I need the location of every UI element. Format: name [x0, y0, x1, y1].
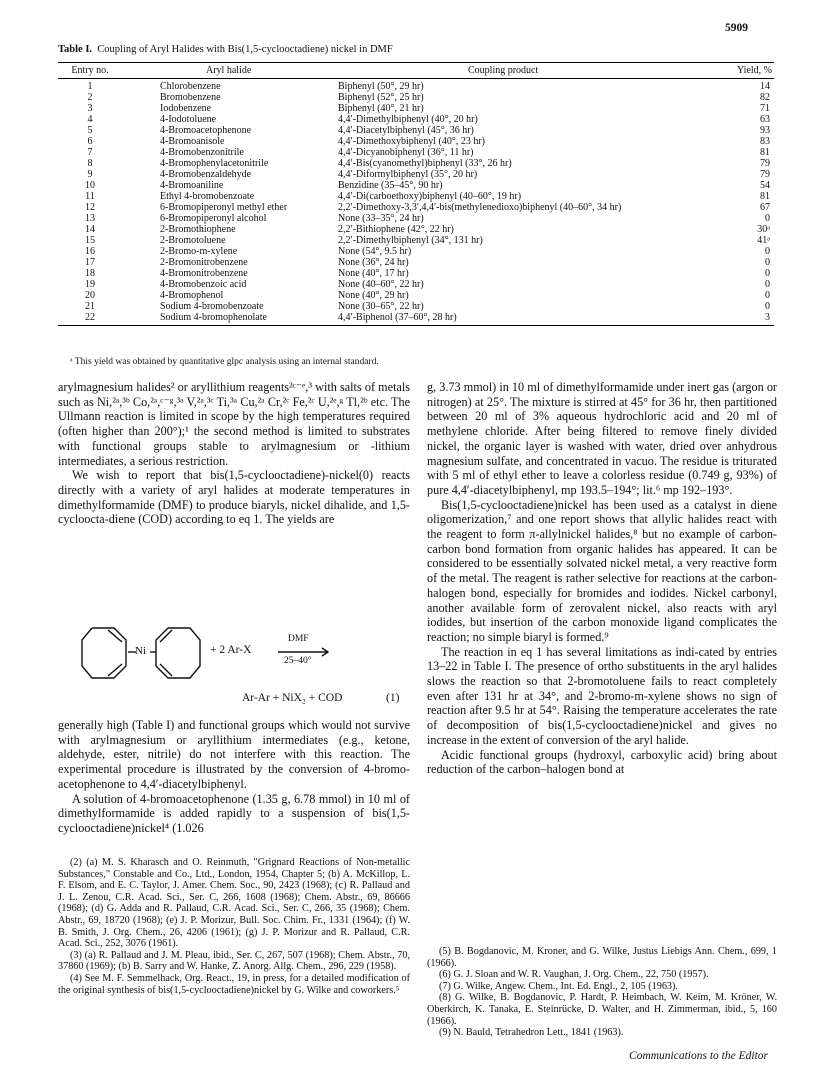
yield-value: 0	[765, 246, 770, 257]
table-row	[58, 257, 774, 268]
table-row	[58, 114, 774, 125]
table-row	[58, 224, 774, 235]
entry-number: 17	[85, 257, 95, 268]
yield-value: 0	[765, 268, 770, 279]
table-row	[58, 202, 774, 213]
table-row	[58, 169, 774, 180]
coupling-product: 4,4′-Di(carboethoxy)biphenyl (40–60°, 19 hr)	[338, 191, 522, 202]
coupling-product: Biphenyl (40°, 21 hr)	[338, 103, 424, 114]
coupling-product: 4,4′-Biphenol (37–60°, 28 hr)	[338, 312, 710, 326]
aryl-halide: 6-Bromopiperonyl alcohol	[160, 213, 267, 224]
reference-7: (7) G. Wilke, Angew. Chem., Int. Ed. Engl., 2, 105 (1963).	[439, 980, 678, 992]
yield-value: 0	[765, 301, 770, 312]
aryl-halide: 4-Bromophenol	[160, 290, 224, 301]
entry-number: 8	[87, 158, 93, 169]
coupling-product: 4,4′-Dimethoxybiphenyl (40°, 23 hr)	[338, 136, 485, 147]
table-row	[58, 191, 774, 202]
table-row	[58, 213, 774, 224]
aryl-halide: 2-Bromothiophene	[160, 224, 236, 235]
aryl-halide: Ethyl 4-bromobenzoate	[160, 191, 255, 202]
coupling-product: 2,2′-Bithiophene (42°, 22 hr)	[338, 224, 454, 235]
table-row	[58, 290, 774, 301]
aryl-halide: 2-Bromonitrobenzene	[160, 257, 248, 268]
yield-value: 81	[760, 147, 770, 158]
reference-2: (2) (a) M. S. Kharasch and O. Reinmuth, "Grignard Reactions of Non-metallic Substances," Constable and Co., Ltd., London, 1954, Chapter 5; (b) A. McKillop, L. F. Elsom, and E. C. Taylor, J. Amer. Chem. Soc., 90, 2423 (1968); (c) R. Pallaud and J. L. Zenou, C.R. Acad. Sci., Ser. C, 266, 1608 (1968); Chem. Abstr., 69, 86666 (1968); (d) G. Adda and R. Pallaud, C.R. Acad. Sci., Ser. C, 266, 35 (1968); Chem. Abstr., 69, 18720 (1968); (e) J. P. Morizur, Bull. Soc. Chim. Fr., 1331 (1964); (f) W. B. Smith, J. Org. Chem., 26, 4206 (1961); (g) J. P. Morizur and R. Pallaud, C.R. Acad. Sci., 252, 3076 (1961).	[58, 857, 410, 950]
coupling-product: Biphenyl (52°, 25 hr)	[338, 92, 424, 103]
aryl-halide: 2-Bromotoluene	[160, 235, 226, 246]
right-paragraph-4: Acidic functional groups (hydroxyl, carboxylic acid) bring about reduction of the carbon–halogen bond at	[427, 747, 777, 777]
yield-value: 79	[760, 158, 770, 169]
entry-number: 15	[85, 235, 95, 246]
entry-number: 7	[87, 147, 93, 158]
right-paragraph-1: g, 3.73 mmol) in 10 ml of dimethylformamide under inert gas (argon or nitrogen) at 25°. The mixture is stirred at 45° for 36 hr, then partitioned between 20 ml of 3% aqueous hydrochloric acid and 20 ml of methylene chloride. After being filtered to remove finely divided nickel, the organic layer is washed with water, dried over anhydrous magnesium sulfate, and concentrated in vacuo. The residue is triturated with 5 ml of ethyl ether to leave a colorless residue (0.749 g, 93%) of pure 4,4′-diacetylbiphenyl, mp 193.5–194°; lit.⁶ mp 192–193°.	[427, 380, 777, 497]
coupling-product: None (40–60°, 22 hr)	[338, 279, 424, 290]
yield-value: 82	[760, 92, 770, 103]
aryl-halide: Chlorobenzene	[160, 81, 221, 92]
solvent-label: DMF	[288, 634, 309, 644]
table-row	[58, 180, 774, 191]
table-row	[58, 79, 774, 93]
aryl-halide: Iodobenzene	[160, 103, 212, 114]
yield-value: 0	[765, 213, 770, 224]
yield-value: 83	[760, 136, 770, 147]
coupling-product: 4,4′-Diformylbiphenyl (35°, 20 hr)	[338, 169, 478, 180]
entry-number: 3	[87, 103, 93, 114]
aryl-halide: 4-Bromobenzaldehyde	[160, 169, 252, 180]
coupling-product: None (30–65°, 22 hr)	[338, 301, 424, 312]
entry-number: 18	[85, 268, 95, 279]
yield-value: 14	[760, 81, 770, 92]
entry-number: 14	[85, 224, 95, 235]
left-references	[58, 857, 410, 996]
entry-number: 9	[87, 169, 93, 180]
entry-number: 21	[85, 301, 95, 312]
col-header-aryl-halide: Aryl halide	[122, 63, 338, 79]
aryl-halide: 4-Iodotoluene	[160, 114, 217, 125]
table-row	[58, 158, 774, 169]
coupling-product: 2,2′-Dimethylbiphenyl (34°, 131 hr)	[338, 235, 483, 246]
nickel-atom: Ni	[135, 645, 146, 657]
yield-value: 63	[760, 114, 770, 125]
coupling-product: 4,4′-Dicyanobiphenyl (36°, 11 hr)	[338, 147, 474, 158]
aryl-halide: 6-Bromopiperonyl methyl ether	[160, 202, 288, 213]
table-footnote: ᵃ This yield was obtained by quantitative glpc analysis using an internal standard.	[70, 357, 379, 367]
aryl-halide: Sodium 4-bromobenzoate	[160, 301, 264, 312]
entry-number: 6	[87, 136, 93, 147]
aryl-halide: 4-Bromoanisole	[160, 136, 225, 147]
coupling-product: None (54°, 9.5 hr)	[338, 246, 412, 257]
table-row	[58, 268, 774, 279]
yield-value: 3	[710, 312, 774, 326]
table-row	[58, 147, 774, 158]
left-paragraph-2: We wish to report that bis(1,5-cyclooctadiene)-nickel(0) reacts directly with a variety of aryl halides at moderate temperatures in dimethylformamide (DMF) to produce biaryls, nickel dihalide, and 1,5-cycloocta-diene (COD) according to eq 1. The yields are	[58, 468, 410, 527]
table-row	[58, 235, 774, 246]
coupling-product: Biphenyl (50°, 29 hr)	[338, 81, 424, 92]
products-text: Ar-Ar + NiX₂ + COD	[242, 692, 343, 704]
table-row	[58, 103, 774, 114]
yield-value: 54	[760, 180, 770, 191]
section-footer: Communications to the Editor	[629, 1050, 768, 1062]
left-paragraph-3: generally high (Table I) and functional groups which would not survive with arylmagnesium or aryllithium intermediates (e.g., ketone, aldehyde, ester, nitrile) do not interfere with this reaction. The experimental procedure is illustrated by the conversion of 4-bromo-acetophenone to 4,4′-diacetylbiphenyl.	[58, 718, 410, 791]
entry-number: 1	[87, 81, 93, 92]
table-row	[58, 312, 774, 326]
entry-number: 13	[85, 213, 95, 224]
col-header-product: Coupling product	[338, 63, 710, 79]
right-paragraph-3: The reaction in eq 1 has several limitations as indi-cated by entries 13–22 in Table I. The presence of ortho substituents in the aryl halides slows the reaction so that 2-bromotoluene fails to react completely even after 131 hr at 34°, and 2-bromo-m-xylene shows no sign of reaction after 9.5 hr at 54°. Raising the temperature accelerates the rate of decomposition of bis(1,5-cyclooctadiene)nickel and gives no increase in the extent of conversion of the aryl halide.	[427, 644, 777, 747]
yield-value: 0	[765, 257, 770, 268]
table-row	[58, 301, 774, 312]
entry-number: 4	[87, 114, 93, 125]
aryl-halide: 4-Bromonitrobenzene	[160, 268, 248, 279]
left-column-bottom	[58, 718, 410, 836]
reference-3: (3) (a) R. Pallaud and J. M. Pleau, ibid., Ser. C, 267, 507 (1968); Chem. Abstr., 70, 37860 (1969); (b) B. Sarry and W. Hanke, Z. Anorg. Allg. Chem., 296, 229 (1958).	[58, 949, 410, 973]
left-paragraph-1: arylmagnesium halides² or aryllithium reagents²ᶜ⁻ᵉ,³ with salts of metals such as Ni,²ᵃ,³ᵇ Co,²ᵃ,ᶜ⁻ᵍ,³ᵃ V,²ᵃ,³ᶜ Ti,³ᵃ Cu,²ᵃ Cr,²ᶜ Fe,²ᶜ U,²ᵉ,ᵍ Tl,²ᵇ etc. The Ullmann reaction is limited in scope by the high temperatures required (often higher than 200°);¹ the second method is limited to substrates with functional groups stable to arylmagnesium or -lithium intermediates, a serious restriction.	[58, 380, 410, 468]
coupling-product: 4,4′-Diacetylbiphenyl (45°, 36 hr)	[338, 125, 474, 136]
coupling-product: 2,2′-Dimethoxy-3,3′,4,4′-bis(methylenedioxo)biphenyl (40–60°, 34 hr)	[338, 202, 622, 213]
col-header-yield: Yield, %	[710, 63, 774, 79]
aryl-halide: 4-Bromophenylacetonitrile	[160, 158, 269, 169]
yield-value: 30ᵃ	[757, 224, 770, 235]
right-column	[427, 380, 777, 777]
yield-value: 93	[760, 125, 770, 136]
entry-number: 2	[87, 92, 93, 103]
yield-value: 41ᵃ	[757, 235, 770, 246]
coupling-product: Benzidine (35–45°, 90 hr)	[338, 180, 443, 191]
aryl-halide: 4-Bromoaniline	[160, 180, 224, 191]
page-number: 5909	[725, 22, 748, 34]
yield-value: 79	[760, 169, 770, 180]
coupling-product: 4,4′-Bis(cyanomethyl)biphenyl (33°, 26 hr)	[338, 158, 512, 169]
coupling-product: None (36°, 24 hr)	[338, 257, 409, 268]
right-paragraph-2: Bis(1,5-cyclooctadiene)nickel has been used as a catalyst in diene oligomerization,⁷ and one report shows that allylic halides react with the reagent to form π-allylnickel halides,⁸ but no example of carbon-carbon bond formation from organic halides has appeared. It can be considered to be essentially solvated nickel metal, a very reactive form of the metal. The reagent is rather selective for reactions at the carbon-halogen bond, especially for bromides and iodides. Nickel carbonyl, another available form of zerovalent nickel, also reacts with aryl iodides, but insertion of the carbon monoxide ligand complicates the reaction; no simple biaryl is formed.⁹	[427, 497, 777, 644]
left-column-top	[58, 380, 410, 527]
table-row	[58, 92, 774, 103]
temperature-label: 25–40°	[284, 656, 312, 666]
col-header-entry: Entry no.	[58, 63, 122, 79]
table-label: Table I.	[58, 44, 93, 55]
reference-8: (8) G. Wilke, B. Bogdanovic, P. Hardt, P. Heimbach, W. Keim, M. Kröner, W. Oberkirch, K. Tanaka, E. Steinrücke, D. Walter, and H. Zimmerman, ibid., 5, 160 (1966).	[427, 992, 777, 1027]
entry-number: 19	[85, 279, 95, 290]
coupling-product: None (33–35°, 24 hr)	[338, 213, 424, 224]
table-row	[58, 125, 774, 136]
left-paragraph-4: A solution of 4-bromoacetophenone (1.35 g, 6.78 mmol) in 10 ml of dimethylformamide is added rapidly to a suspension of bis(1,5-cyclooctadiene)nickel⁴ (1.026	[58, 791, 410, 835]
entry-number: 16	[85, 246, 95, 257]
right-references	[427, 946, 777, 1039]
entry-number: 22	[58, 312, 122, 326]
table-row	[58, 136, 774, 147]
reaction-equation	[64, 622, 410, 712]
aryl-halide: 4-Bromobenzoic acid	[160, 279, 247, 290]
reference-9: (9) N. Bauld, Tetrahedron Lett., 1841 (1963).	[439, 1027, 624, 1039]
aryl-halide: 4-Bromobenzonitrile	[160, 147, 244, 158]
table-row	[58, 279, 774, 290]
entry-number: 5	[87, 125, 93, 136]
aryl-halide: Sodium 4-bromophenolate	[122, 312, 338, 326]
aryl-halide: 4-Bromoacetophenone	[160, 125, 252, 136]
yield-value: 0	[765, 290, 770, 301]
entry-number: 11	[85, 191, 95, 202]
yield-table	[58, 62, 774, 326]
entry-number: 10	[85, 180, 95, 191]
reference-4: (4) See M. F. Semmelhack, Org. React., 19, in press, for a detailed modification of the original synthesis of bis(1,5-cyclooctadiene)nickel by G. Wilke and coworkers.⁵	[58, 972, 410, 996]
coupling-product: None (40°, 29 hr)	[338, 290, 409, 301]
equation-number: (1)	[386, 692, 400, 704]
reference-6: (6) G. J. Sloan and W. R. Vaughan, J. Org. Chem., 22, 750 (1957).	[439, 969, 709, 981]
aryl-halide: 2-Bromo-m-xylene	[160, 246, 238, 257]
reagent-text: + 2 Ar-X	[210, 644, 252, 656]
yield-value: 71	[760, 103, 770, 114]
aryl-halide: Bromobenzene	[160, 92, 221, 103]
entry-number: 12	[85, 202, 95, 213]
yield-value: 81	[760, 191, 770, 202]
cod-nickel-structure	[64, 622, 410, 712]
yield-value: 0	[765, 279, 770, 290]
yield-value: 67	[760, 202, 770, 213]
table-row	[58, 246, 774, 257]
table-caption-text: Coupling of Aryl Halides with Bis(1,5-cyclooctadiene) nickel in DMF	[97, 44, 393, 55]
entry-number: 20	[85, 290, 95, 301]
coupling-product: None (40°, 17 hr)	[338, 268, 409, 279]
table-caption	[58, 44, 393, 55]
coupling-product: 4,4′-Dimethylbiphenyl (40°, 20 hr)	[338, 114, 478, 125]
reference-5: (5) B. Bogdanovic, M. Kroner, and G. Wilke, Justus Liebigs Ann. Chem., 699, 1 (1966).	[427, 946, 777, 969]
